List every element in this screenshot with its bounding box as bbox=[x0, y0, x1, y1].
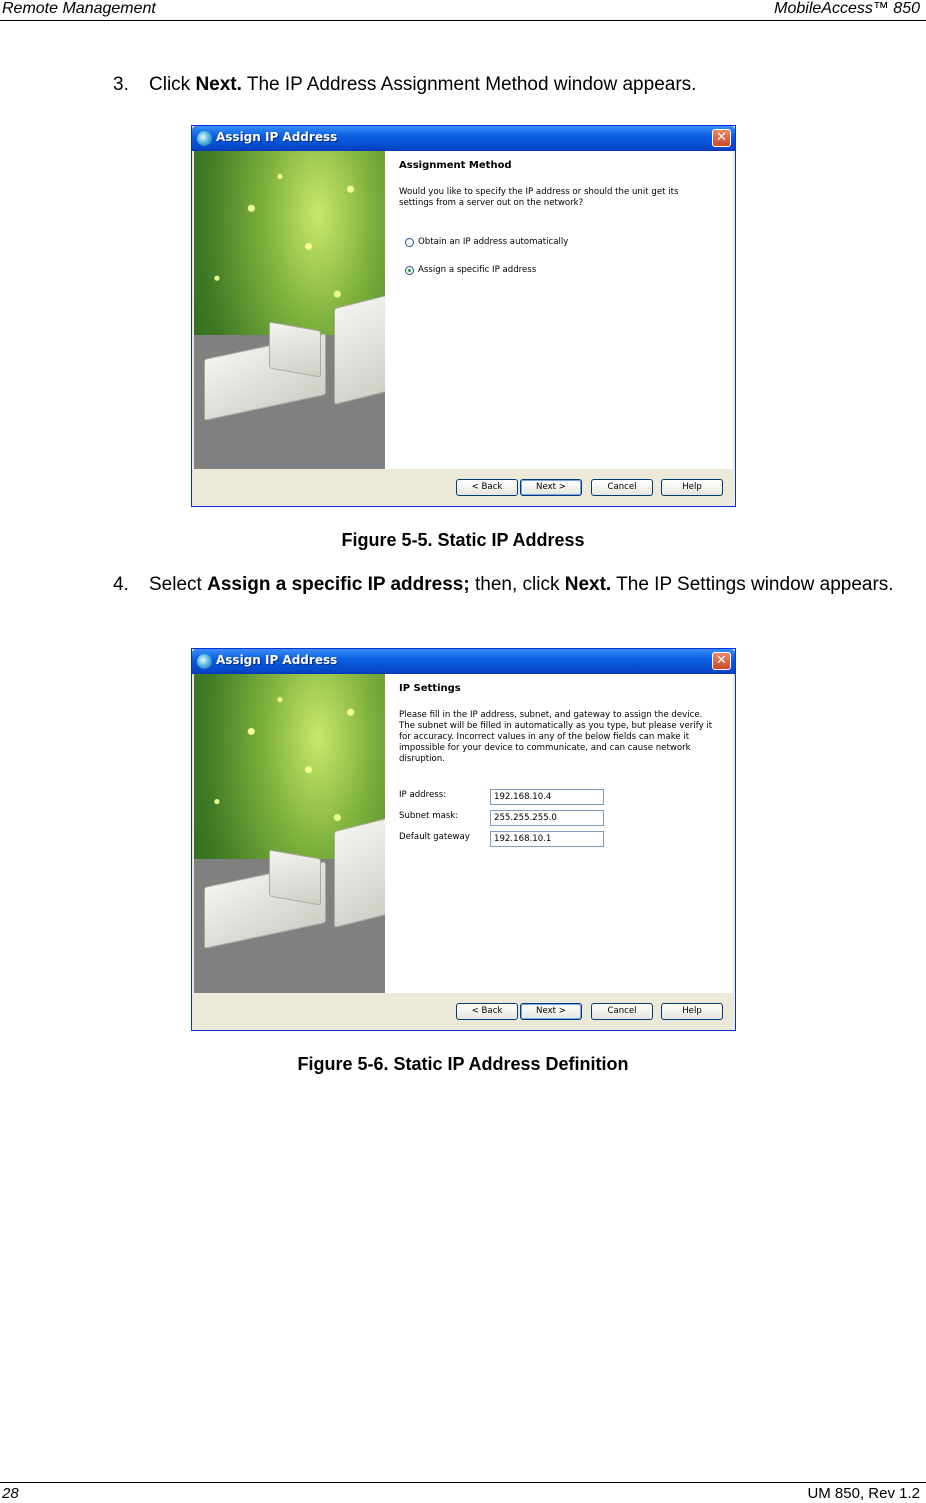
device-unit bbox=[334, 817, 385, 928]
button-row bbox=[192, 994, 735, 1030]
subnet-mask-field[interactable]: 255.255.255.0 bbox=[490, 810, 604, 826]
figure-caption: Figure 5-6. Static IP Address Definition bbox=[297, 1054, 629, 1074]
close-icon: ✕ bbox=[716, 130, 727, 145]
header-product-name: MobileAccess™ 850 bbox=[774, 0, 920, 17]
step-number: 4. bbox=[113, 574, 129, 595]
assign-ip-dialog-method bbox=[191, 125, 736, 507]
ip-address-label: IP address: bbox=[399, 790, 447, 800]
panel-prompt: Would you like to specify the IP address or should the unit get its settings from a server out on the network? bbox=[399, 187, 679, 208]
close-button[interactable] bbox=[712, 652, 731, 670]
back-button[interactable]: < Back bbox=[456, 479, 518, 496]
back-button[interactable]: < Back bbox=[456, 1003, 518, 1020]
globe-icon bbox=[197, 654, 212, 669]
close-button[interactable] bbox=[712, 129, 731, 147]
document-revision: UM 850, Rev 1.2 bbox=[807, 1485, 920, 1502]
radio-assign-specific[interactable] bbox=[405, 265, 536, 276]
default-gateway-field[interactable]: 192.168.10.1 bbox=[490, 831, 604, 847]
fiber-optic-image bbox=[194, 674, 385, 993]
footer-rule bbox=[0, 1482, 926, 1483]
step-text-pre: Click bbox=[149, 74, 196, 95]
radio-label: Obtain an IP address automatically bbox=[418, 237, 569, 247]
next-button[interactable]: Next > bbox=[520, 479, 582, 496]
dialog-titlebar[interactable] bbox=[192, 649, 735, 674]
panel-prompt: Please fill in the IP address, subnet, and gateway to assign the device. The subnet will be filled in automatically as you type, but please verify it for accuracy. Incorrect values in any of the below fields can make it impossible for your device to communicate, and can cause network disruption. bbox=[399, 710, 713, 764]
panel-title: Assignment Method bbox=[399, 160, 512, 171]
step-number: 3. bbox=[113, 74, 129, 95]
step-text-mid: then, click bbox=[469, 574, 565, 595]
page-number: 28 bbox=[2, 1485, 19, 1502]
step-text bbox=[149, 572, 909, 597]
radio-button-selected[interactable] bbox=[405, 266, 414, 275]
wizard-panel bbox=[385, 674, 733, 993]
step-text-pre: Select bbox=[149, 574, 208, 595]
radio-button[interactable] bbox=[405, 238, 414, 247]
figure-caption: Figure 5-5. Static IP Address bbox=[341, 530, 585, 550]
step-text-bold: Next. bbox=[195, 74, 242, 95]
device-unit bbox=[334, 294, 385, 405]
fiber-optic-image bbox=[194, 151, 385, 469]
step-text bbox=[149, 72, 926, 97]
device-unit bbox=[269, 849, 321, 905]
step-text-bold: Assign a specific IP address; bbox=[207, 574, 470, 595]
dialog-titlebar[interactable] bbox=[192, 126, 735, 151]
subnet-mask-label: Subnet mask: bbox=[399, 811, 459, 821]
help-button[interactable]: Help bbox=[661, 1003, 723, 1020]
wizard-panel bbox=[385, 151, 733, 469]
radio-label: Assign a specific IP address bbox=[418, 265, 537, 275]
globe-icon bbox=[197, 131, 212, 146]
radio-obtain-automatically[interactable] bbox=[405, 237, 568, 248]
panel-title: IP Settings bbox=[399, 683, 461, 694]
assign-ip-dialog-settings bbox=[191, 648, 736, 1031]
default-gateway-label: Default gateway bbox=[399, 832, 470, 842]
button-row bbox=[192, 470, 735, 506]
header-rule bbox=[0, 20, 926, 21]
step-text-post: The IP Settings window appears. bbox=[611, 574, 894, 595]
close-icon: ✕ bbox=[716, 653, 727, 668]
ip-address-field[interactable]: 192.168.10.4 bbox=[490, 789, 604, 805]
help-button[interactable]: Help bbox=[661, 479, 723, 496]
dialog-title: Assign IP Address bbox=[216, 653, 338, 667]
cancel-button[interactable]: Cancel bbox=[591, 479, 653, 496]
cancel-button[interactable]: Cancel bbox=[591, 1003, 653, 1020]
dialog-title: Assign IP Address bbox=[216, 130, 338, 144]
step-text-bold: Next. bbox=[564, 574, 612, 595]
step-text-post: The IP Address Assignment Method window appears. bbox=[241, 74, 697, 95]
device-unit bbox=[269, 321, 321, 377]
header-section-title: Remote Management bbox=[2, 0, 156, 17]
next-button[interactable]: Next > bbox=[520, 1003, 582, 1020]
